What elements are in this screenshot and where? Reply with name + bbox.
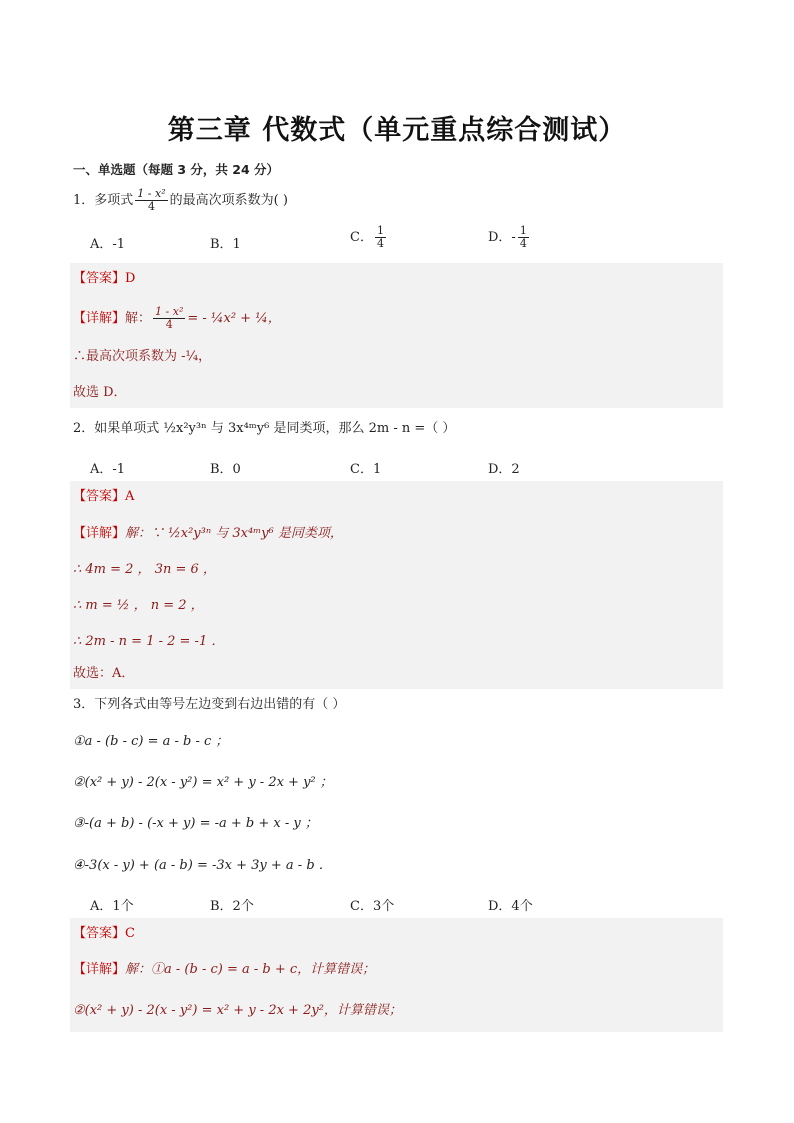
q2-answer-label: 【答案】 — [73, 489, 126, 504]
q1-therefore: ∴最高次项系数为 -¼， — [73, 349, 212, 364]
question-2-stem: 2．如果单项式 ½x²y³ⁿ 与 3x⁴ᵐy⁶ 是同类项，那么 2m - n =（ ） — [73, 421, 456, 436]
q2-option-a[interactable]: A．-1 — [90, 462, 126, 477]
q3-option-c[interactable]: C．3个 — [350, 899, 395, 914]
q2-detail-label: 【详解】 — [73, 526, 126, 541]
q1-d-num: 1 — [519, 224, 527, 237]
q2-option-d[interactable]: D．2 — [488, 462, 520, 477]
q3-item-3: ③-(a + b) - (-x + y) = -a + b + x - y ； — [73, 816, 318, 831]
q3-detail-label: 【详解】 — [73, 962, 126, 977]
q2-option-c[interactable]: C．1 — [350, 462, 382, 477]
q3-option-b[interactable]: B．2个 — [210, 899, 254, 914]
q3-option-d[interactable]: D．4个 — [488, 899, 533, 914]
q1-detail-pre: 解： — [125, 311, 152, 327]
q3-detail-1 — [73, 963, 375, 976]
q1-option-d-label: D．- — [488, 230, 516, 246]
q1-answer-label: 【答案】 — [73, 271, 126, 286]
q1-fraction — [135, 188, 167, 213]
q2-answer-box — [70, 481, 723, 689]
section-heading: 一、单选题（每题 3 分，共 24 分） — [73, 162, 280, 177]
q1-option-b[interactable]: B．1 — [210, 237, 241, 252]
q1-answer — [73, 272, 135, 285]
page-title: 第三章 代数式（单元重点综合测试） — [167, 115, 627, 146]
question-3-options — [90, 895, 690, 919]
q1-option-c-label: C． — [350, 230, 373, 246]
q1-answer-value: D — [125, 271, 136, 286]
q3-item-1: ①a - (b - c) = a - b - c ； — [73, 734, 229, 749]
q2-step-3: ∴ 2m - n = 1 - 2 = -1 ． — [73, 634, 225, 649]
q1-frac-num: 1 - x² — [137, 187, 166, 200]
q1-answer-box — [70, 263, 723, 408]
q2-option-b[interactable]: B．0 — [210, 462, 241, 477]
q3-detail-1-text: 解：①a - (b - c) = a - b + c，计算错误； — [125, 962, 376, 977]
q3-answer — [73, 927, 135, 940]
q1-d-den: 4 — [519, 237, 527, 251]
question-1-stem — [73, 188, 288, 213]
question-1-options — [90, 224, 690, 257]
q2-answer — [73, 490, 134, 503]
q1-option-c[interactable] — [350, 225, 388, 250]
question-3-stem: 3．下列各式由等号左边变到右边出错的有（ ） — [73, 697, 346, 712]
q2-detail-text: 解：∵ ½x²y³ⁿ 与 3x⁴ᵐy⁶ 是同类项， — [125, 526, 343, 541]
q1-detail-eq: = - ¼x² + ¼， — [187, 311, 281, 327]
question-2-options — [90, 458, 690, 482]
q2-step-2: ∴ m = ½ ， n = 2 ， — [73, 598, 204, 613]
q3-answer-label: 【答案】 — [73, 926, 126, 941]
q1-detail — [73, 306, 281, 331]
q1-stem-post: 的最高次项系数为( ) — [169, 193, 288, 209]
q3-detail-2: ②(x² + y) - 2(x - y²) = x² + y - 2x + 2y²，计算错误； — [73, 1003, 402, 1018]
q1-frac-den: 4 — [147, 200, 155, 214]
q2-conclusion: 故选：A． — [73, 666, 135, 681]
q3-item-4: ④-3(x - y) + (a - b) = -3x + 3y + a - b ． — [73, 858, 332, 873]
q3-answer-value: C — [125, 926, 135, 941]
q2-answer-value: A — [125, 489, 135, 504]
q1-option-d[interactable] — [488, 225, 531, 250]
q1-c-den: 4 — [376, 237, 384, 251]
q1-c-num: 1 — [376, 224, 384, 237]
q1-detail-label: 【详解】 — [73, 311, 126, 327]
q1-stem-pre: 1．多项式 — [73, 193, 134, 209]
q2-detail — [73, 527, 343, 540]
q3-item-2: ②(x² + y) - 2(x - y²) = x² + y - 2x + y² ； — [73, 775, 333, 790]
q1-detail-frac-den: 4 — [165, 318, 173, 332]
q1-conclusion: 故选 D． — [73, 385, 127, 400]
q3-option-a[interactable]: A．1个 — [90, 899, 134, 914]
q2-step-1: ∴ 4m = 2 ， 3n = 6 ， — [73, 562, 216, 577]
q1-detail-frac-num: 1 - x² — [155, 305, 184, 318]
q1-option-a[interactable]: A．-1 — [90, 237, 126, 252]
